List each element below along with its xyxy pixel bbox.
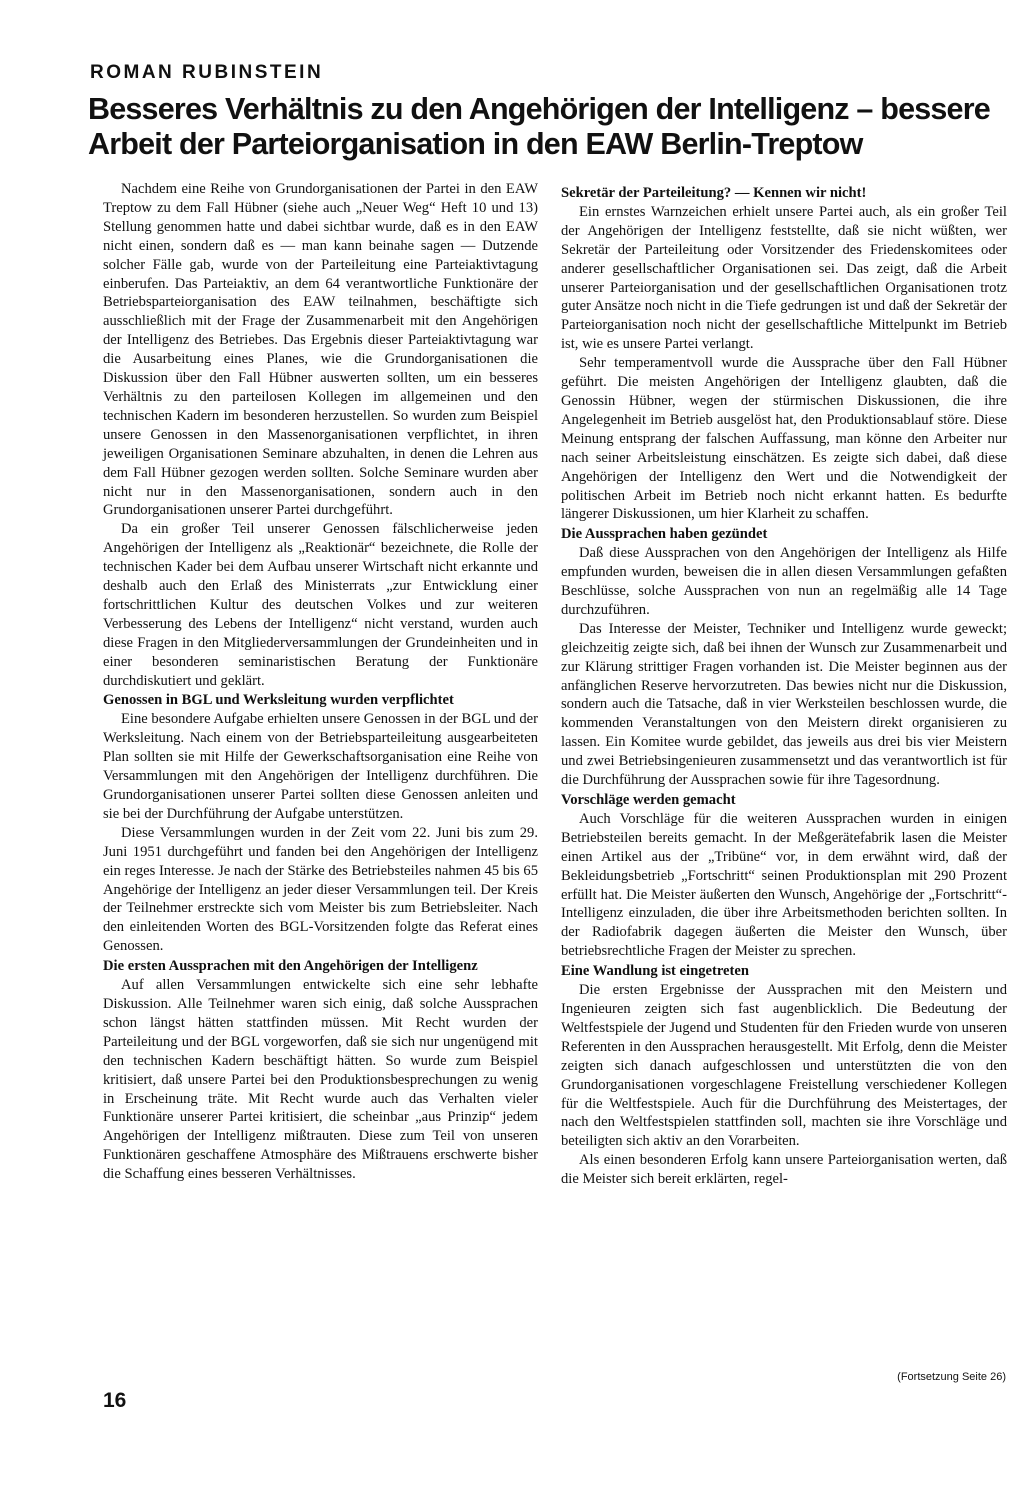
- continuation-note: (Fortsetzung Seite 26): [897, 1371, 1006, 1383]
- paragraph: Auf allen Versammlungen entwickelte sich eine sehr lebhafte Diskussion. Alle Teilnehmer waren sich einig, daß solche Aussprachen schon längst hätten stattfinden müssen. Mit Recht wurden der Parteileitung und der BGL vorgeworfen, daß sie sich nur ungenügend mit den technischen Kadern beschäftigt hätten. So wurde zum Beispiel kritisiert, daß unsere Partei bei den Produktionsbesprechungen zu wenig in Erscheinung träte. Mit Recht wurde auch das Verhalten vieler Funktionäre unserer Partei kritisiert, die scheinbar „aus Prinzip“ jedem Angehörigen der Intelligenz mißtrauten. Diese zum Teil von unseren Funktionären geschaffene Atmosphäre des Mißtrauens erschwerte bisher die Schaffung eines besseren Verhältnisses.: [103, 977, 538, 1183]
- paragraph: Diese Versammlungen wurden in der Zeit vom 22. Juni bis zum 29. Juni 1951 durchgeführt und fanden bei den Angehörigen der Intelligenz ein reges Interesse. Je nach der Stärke des Betriebsteiles nahmen 45 bis 65 Angehörige der Intelligenz an jeder dieser Versammlungen teil. Der Kreis der Teilnehmer erstreckte sich vom Meister bis zum Betriebsleiter. Nach den einleitenden Worten des BGL-Vorsitzenden folgte das Referat eines Genossen.: [103, 824, 538, 955]
- section-heading: Sekretär der Parteileitung? — Kennen wir nicht!: [561, 185, 867, 201]
- section-heading: Die ersten Aussprachen mit den Angehörigen der Intelligenz: [103, 958, 478, 975]
- headline-line-1: Besseres Verhältnis zu den Angehörigen der Intelligenz – bessere: [88, 92, 990, 126]
- paragraph: Die ersten Ergebnisse der Aussprachen mit den Meistern und Ingenieuren zeigten sich fast augenblicklich. Die Bedeutung der Weltfestspiele der Jugend und Studenten für den Frieden wurde von unseren Referenten in den Aussprachen herausgestellt. Mit Erfolg, denn die Meister zeigten sich danach aufgeschlossen und unterstützten die von den Grundorganisationen vorgeschlagene Freistellung verschiedener Kollegen für die Weltfestspiele. Auch für die Durchführung des Meistertages, der nach den Weltfestspielen stattfinden soll, machten sie ihre Vorschläge und beteiligten sich aktiv an den Vorarbeiten.: [561, 982, 1007, 1150]
- headline-line-2: Arbeit der Parteiorganisation in den EAW Berlin-Treptow: [88, 127, 863, 161]
- right-column: [561, 184, 1007, 1189]
- section-heading: Die Aussprachen haben gezündet: [561, 526, 768, 543]
- section-heading: Vorschläge werden gemacht: [561, 792, 736, 808]
- paragraph: Ein ernstes Warnzeichen erhielt unsere Partei auch, als ein großer Teil der Angehörigen der Intelligenz feststellte, daß sie nicht wüßten, wer Sekretär der Parteileitung oder Vorsitzender des Friedenskomitees oder anderer gesellschaftlicher Organisationen sei. Das zeigt, daß die Arbeit unserer Parteiorganisation und der gesellschaftlichen Organisationen trotz guter Ansätze noch nicht in die Tiefe gedrungen ist und daß der Sekretär der Parteiorganisation noch nicht der gesellschaftliche Mittelpunkt im Betrieb ist, wie es unsere Partei verlangt.: [561, 203, 1007, 353]
- left-column: [103, 180, 538, 1184]
- paragraph: Eine besondere Aufgabe erhielten unsere Genossen in der BGL und der Werksleitung. Nach einem von der Betriebsparteileitung ausgearbeiteten Plan sollten sie mit Hilfe der Gewerkschaftsorganisation eine Reihe von Versammlungen mit den Angehörigen der Intelligenz durchführen. Die Grundorganisationen unserer Partei sollten diese Genossen anleiten und sie bei der Durchführung der Aufgabe unterstützen.: [103, 711, 538, 822]
- section-heading: Genossen in BGL und Werksleitung wurden verpflichtet: [103, 692, 454, 709]
- page-number: 16: [103, 1389, 127, 1412]
- paragraph: Auch Vorschläge für die weiteren Aussprachen wurden in einigen Betriebsteilen bereits gemacht. In der Meßgerätefabrik lasen die Meister einen Artikel aus der „Tribüne“ vor, in dem erwähnt wird, daß der Bekleidungsbetrieb „Fortschritt“ seinen Produktionsplan mit 290 Prozent erfüllt hat. Die Meister äußerten den Wunsch, Angehörige der „Fortschritt“-Intelligenz einzuladen, die über ihre Arbeitsmethoden berichten sollten. In der Radiofabrik dagegen äußerten die Meister den Wunsch, über betriebsrechtliche Fragen der Meister zu sprechen.: [561, 810, 1007, 960]
- section-heading: Eine Wandlung ist eingetreten: [561, 963, 749, 980]
- paragraph: Sehr temperamentvoll wurde die Aussprache über den Fall Hübner geführt. Die meisten Angehörigen der Intelligenz glaubten, daß die Genossin Hübner, wegen der stürmischen Diskussionen, die ihre Angelegenheit im Betrieb ausgelöst hat, den Produktionsablauf störe. Diese Meinung entsprang der falschen Auffassung, man könne den Arbeiter nur nach seiner Arbeitsleistung einschätzen. Es zeigte sich dabei, daß diese Angehörigen der Intelligenz den Wert und die Notwendigkeit der politischen Arbeit im Betrieb noch nicht erkannt hatten. Es bedurfte längerer Diskussionen, um hier Klarheit zu schaffen.: [561, 355, 1007, 523]
- paragraph: Das Interesse der Meister, Techniker und Intelligenz wurde geweckt; gleichzeitig zeigte sich, daß bei ihnen der Wunsch zur Zusammenarbeit und zur Klärung strittiger Fragen vorhanden ist. Die Meister beginnen aus der anfänglichen Reserve hervorzutreten. Das bewies nicht nur die Diskussion, sondern auch die Tatsache, daß in vier Werksteilen beschlossen wurde, die kommenden Veranstaltungen von den Meistern direkt organisieren zu lassen. Ein Komitee wurde gebildet, das jeweils aus drei bis vier Meistern und zwei Betriebsingenieuren zusammensetzt und das verantwortlich ist für die Durchführung der Aussprachen sowie für ihre Tagesordnung.: [561, 620, 1007, 789]
- article-headline: [88, 92, 1008, 162]
- paragraph: Da ein großer Teil unserer Genossen fälschlicherweise jeden Angehörigen der Intelligenz als „Reaktionär“ bezeichnete, die Rolle der technischen Kader bei dem Aufbau unserer Wirtschaft nicht erkannte und deshalb auch den Erlaß des Ministerrats „zur Entwicklung einer fortschrittlichen Kultur des deutschen Volkes und zur weiteren Verbesserung des Lebens der Intelligenz“ nicht verstand, wurden auch diese Fragen in den Mitgliederversammlungen der Grundeinheiten und in einer besonderen seminaristischen Beratung der Funktionäre durchdiskutiert und geklärt.: [103, 521, 538, 689]
- paragraph: Als einen besonderen Erfolg kann unsere Parteiorganisation werten, daß die Meister sich bereit erklärten, regel-: [561, 1152, 1007, 1188]
- paragraph: Daß diese Aussprachen von den Angehörigen der Intelligenz als Hilfe empfunden wurden, beweisen die in allen diesen Versammlungen gefaßten Beschlüsse, solche Aussprachen von nun an regelmäßig alle 14 Tage durchzuführen.: [561, 545, 1007, 618]
- author-name: ROMAN RUBINSTEIN: [90, 62, 324, 83]
- paragraph: Nachdem eine Reihe von Grundorganisationen der Partei in den EAW Treptow zu dem Fall Hübner (siehe auch „Neuer Weg“ Heft 10 und 13) Stellung genommen hatte und dabei sichtbar wurde, daß es in den EAW nicht einen, sondern daß es — man kann beinahe sagen — Dutzende solcher Fälle gab, wurde von der Parteileitung eine Parteiaktivtagung einberufen. Das Parteiaktiv, an dem 64 verantwortliche Funktionäre der Betriebsparteiorganisation des EAW teilnahmen, beschäftigte sich ausschließlich mit der Frage der Zusammenarbeit mit den Angehörigen der Intelligenz des Betriebes. Das Ergebnis dieser Parteiaktivtagung war die Ausarbeitung eines Planes, wie die Grundorganisationen die Diskussion über den Fall Hübner auswerten sollten, um ein besseres Verhältnis zu den parteilosen Kollegen im allgemeinen und den technischen Kadern im besonderen herzustellen. So wurden zum Beispiel unsere Genossen in den Massenorganisationen verpflichtet, in ihren jeweiligen Organisationen Seminare abzuhalten, in denen die Lehren aus dem Fall Hübner gezogen werden sollten. Solche Seminare wurden aber nicht nur in den Massenorganisationen, sondern auch in den Grundorganisationen unserer Partei durchgeführt.: [103, 181, 538, 519]
